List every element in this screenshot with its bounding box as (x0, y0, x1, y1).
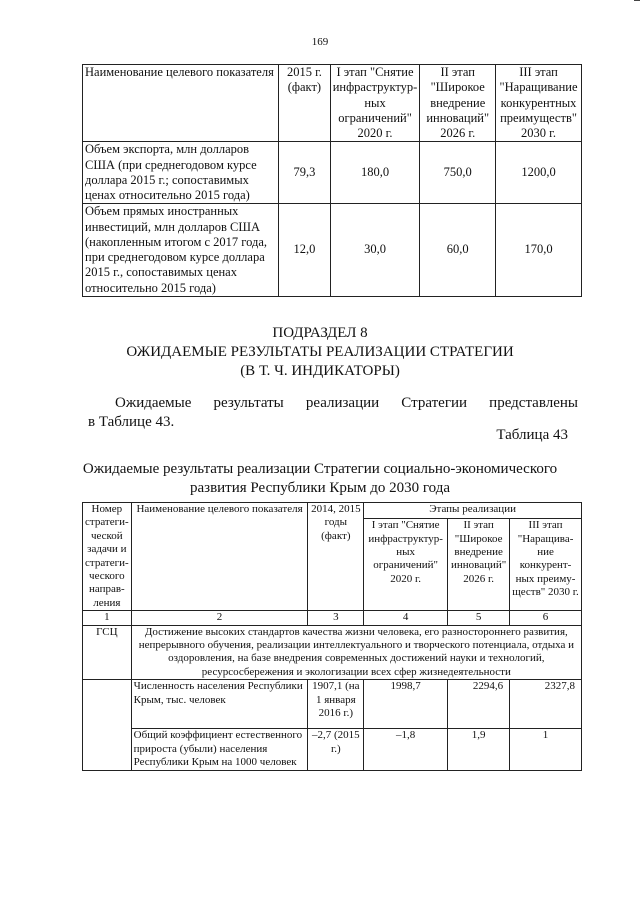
stage-1-value: 1998,7 (364, 680, 448, 729)
stage-3-value: 1 (510, 729, 582, 770)
intro-paragraph (88, 394, 578, 432)
indicator-name: Объем прямых иностранных инвестиций, млн долларов США (накопленным итогом с 2017 года, при среднегодовом курсе доллара 2015 г., сопоставимых ценах относительно 2015 года) (83, 204, 279, 297)
header-fact: 2015 г. (факт) (279, 65, 331, 142)
column-number: 2 (131, 611, 308, 625)
stage-3-value: 170,0 (496, 204, 582, 297)
paragraph-word: Ожидаемые (115, 395, 192, 411)
stage-1-value: –1,8 (364, 729, 448, 770)
section-heading (0, 324, 640, 380)
paragraph-line-2: в Таблице 43. (88, 413, 175, 430)
goal-row (83, 625, 582, 680)
stage-3-value: 1200,0 (496, 142, 582, 204)
goal-text: Достижение высоких стандартов качества жизни человека, его разностороннего развития, непрерывного обучения, реализации интеллектуального и творческого потенциала, отдыха и оздоровления, на базе внедрения современных достижений науки и технологий, ресурсосбережения и экологизации всех сфер жизнедеятельности (131, 625, 581, 680)
table-row (83, 204, 582, 297)
stage-2-value: 750,0 (420, 142, 496, 204)
column-number-row (83, 611, 582, 625)
section-title: ОЖИДАЕМЫЕ РЕЗУЛЬТАТЫ РЕАЛИЗАЦИИ СТРАТЕГИИ (126, 343, 514, 360)
table-row (83, 142, 582, 204)
table-title-line-2: развития Республики Крым до 2030 года (189, 479, 451, 496)
continued-indicators-table (82, 64, 582, 297)
expected-results-table (82, 502, 582, 771)
table-header-row (83, 65, 582, 142)
table-header-row (83, 503, 582, 519)
corner-mark (634, 0, 640, 5)
task-number-cell (83, 680, 132, 770)
header-indicator-name: Наименование целевого показателя (83, 65, 279, 142)
paragraph-word: реализации (305, 395, 380, 411)
table-row (83, 729, 582, 770)
indicator-name: Численность населения Республики Крым, тыс. человек (131, 680, 308, 729)
table-title-line-1: Ожидаемые результаты реализации Стратегии социально-экономического (82, 461, 558, 477)
goal-code: ГСЦ (83, 625, 132, 680)
header-indicator-name: Наименование целевого показателя (131, 503, 308, 611)
header-stage-1: I этап "Снятие инфраструктур- ных ограничений" 2020 г. (364, 519, 448, 611)
section-number: ПОДРАЗДЕЛ 8 (272, 325, 368, 341)
column-number: 4 (364, 611, 448, 625)
fact-value: –2,7 (2015 г.) (308, 729, 364, 770)
header-task-number: Номер стратеги- ческой задачи и стратеги- ческого направ- ления (83, 503, 132, 611)
paragraph-word: представлены (489, 395, 578, 411)
header-stage-3: III этап "Наращивание конкурентных преимуществ" 2030 г. (496, 65, 582, 142)
stage-1-value: 180,0 (330, 142, 420, 204)
table-title (0, 460, 640, 498)
stage-2-value: 1,9 (448, 729, 510, 770)
page-number: 169 (311, 36, 329, 48)
stage-1-value: 30,0 (330, 204, 420, 297)
header-stage-1: I этап "Снятие инфраструктур- ных ограничений" 2020 г. (330, 65, 420, 142)
stage-2-value: 2294,6 (448, 680, 510, 729)
fact-value: 79,3 (279, 142, 331, 204)
header-stage-2: II этап "Широкое внедрение инноваций" 2026 г. (420, 65, 496, 142)
paragraph-word: Стратегии (401, 395, 468, 411)
column-number: 3 (308, 611, 364, 625)
column-number: 5 (448, 611, 510, 625)
column-number: 1 (83, 611, 132, 625)
column-number: 6 (510, 611, 582, 625)
header-stages: Этапы реализации (364, 503, 582, 519)
indicator-name: Общий коэффициент естественного прироста (убыли) населения Республики Крым на 1000 человек (131, 729, 308, 770)
table-label: Таблица 43 (496, 427, 568, 443)
stage-3-value: 2327,8 (510, 680, 582, 729)
fact-value: 12,0 (279, 204, 331, 297)
table-row (83, 680, 582, 729)
section-subtitle: (В Т. Ч. ИНДИКАТОРЫ) (240, 362, 400, 379)
header-stage-2: II этап "Широкое внедрение инноваций" 2026 г. (448, 519, 510, 611)
header-fact: 2014, 2015 годы (факт) (308, 503, 364, 611)
paragraph-word: результаты (213, 395, 284, 411)
indicator-name: Объем экспорта, млн долларов США (при среднегодовом курсе доллара 2015 г.; сопоставимых ценах относительно 2015 года) (83, 142, 279, 204)
paragraph-line-1 (88, 394, 578, 413)
header-stage-3: III этап "Наращива- ние конкурент- ных преиму- ществ" 2030 г. (510, 519, 582, 611)
stage-2-value: 60,0 (420, 204, 496, 297)
fact-value: 1907,1 (на 1 января 2016 г.) (308, 680, 364, 729)
